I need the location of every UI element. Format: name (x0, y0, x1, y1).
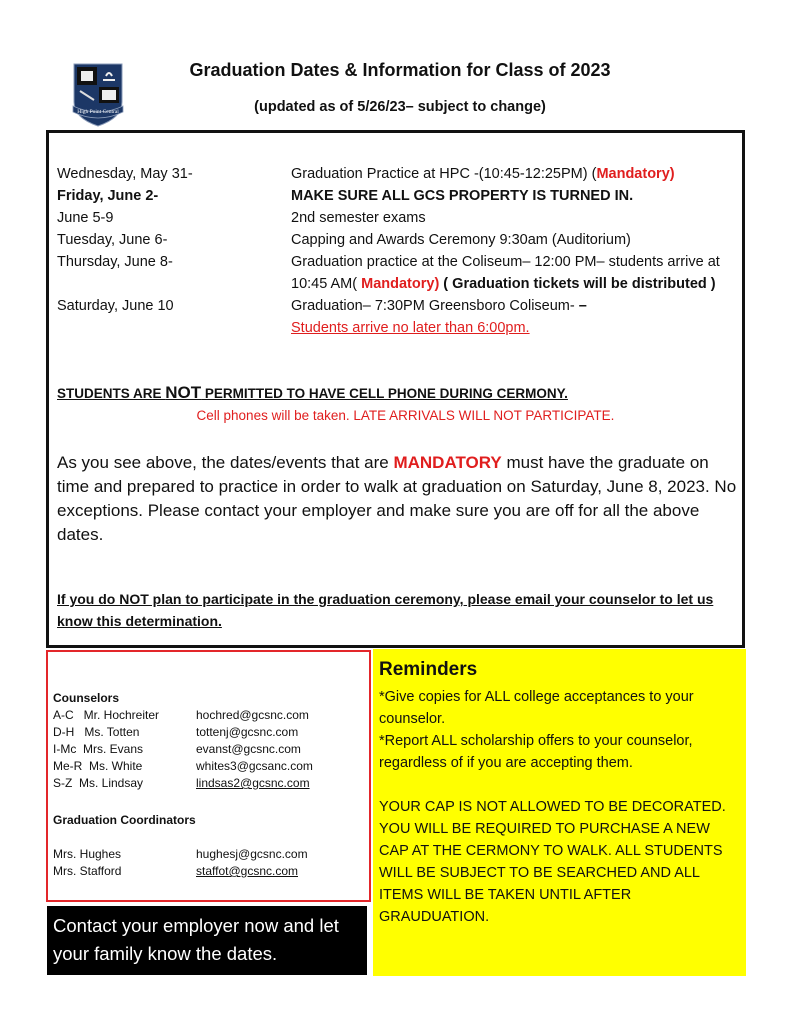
counselor-row: I-Mc Mrs. Evans evanst@gcsnc.com (53, 742, 301, 756)
school-crest-logo (70, 62, 126, 130)
late-arrival-warning: Cell phones will be taken. LATE ARRIVALS WILL NOT PARTICIPATE. (196, 408, 615, 423)
counselor-email[interactable]: tottenj@gcsnc.com (196, 725, 299, 739)
crest-icon (70, 62, 126, 130)
counselor-email[interactable]: hochred@gcsnc.com (196, 708, 309, 722)
reminders-list (379, 686, 741, 774)
counselor-row: A-C Mr. Hochreiter hochred@gcsnc.com (53, 708, 309, 722)
page-title: Graduation Dates & Information for Class of 2023 (189, 60, 611, 80)
mandatory-paragraph: As you see above, the dates/events that are MANDATORY must have the graduate on time and prepared to practice in order to walk at graduation on Saturday, June 8, 2023. No exceptions. Please contact your employer and make sure you are off for all the above dates. (57, 453, 737, 544)
counselor-row: S-Z Ms. Lindsay lindsas2@gcsnc.com (53, 776, 310, 790)
reminder-item: *Report ALL scholarship offers to your counselor, regardless of if you are accepting them. (379, 733, 693, 771)
counselor-email[interactable]: whites3@gcsanc.com (196, 759, 313, 773)
coordinator-email[interactable]: staffot@gcsnc.com (196, 864, 298, 878)
schedule-date: June 5-9 (57, 210, 114, 226)
mandatory-tag: Mandatory) (361, 276, 440, 292)
schedule-event: 2nd semester exams (291, 210, 426, 226)
counselor-row: D-H Ms. Totten tottenj@gcsnc.com (53, 725, 299, 739)
mandatory-tag: Mandatory) (596, 166, 675, 182)
counselor-email[interactable]: lindsas2@gcsnc.com (196, 776, 310, 790)
coordinators-heading: Graduation Coordinators (53, 813, 196, 827)
counselors-heading: Counselors (53, 691, 120, 705)
tickets-note: ( Graduation tickets will be distributed ) (439, 276, 716, 292)
page-subtitle: (updated as of 5/26/23– subject to change) (254, 99, 546, 115)
schedule-row (57, 185, 737, 207)
arrival-note: Students arrive no later than 6:00pm. (291, 320, 530, 336)
schedule-row (57, 295, 737, 339)
schedule-event: Graduation Practice at HPC -(10:45-12:25PM) (Mandatory) (291, 166, 675, 182)
schedule-box (46, 130, 745, 648)
counselors-section (53, 690, 313, 792)
coordinator-row: Mrs. Hughes hughesj@gcsnc.com (53, 847, 308, 861)
schedule-list (57, 163, 737, 339)
schedule-event: Graduation– 7:30PM Greensboro Coliseum- – Students arrive no later than 6:00pm. (291, 298, 587, 336)
opt-out-notice: If you do NOT plan to participate in the graduation ceremony, please email your counselor to let us know this determination. (57, 591, 714, 629)
schedule-event: Capping and Awards Ceremony 9:30am (Auditorium) (291, 232, 631, 248)
counselor-email[interactable]: evanst@gcsnc.com (196, 742, 301, 756)
schedule-row (57, 163, 737, 185)
schedule-event: Graduation practice at the Coliseum– 12:00 PM– students arrive at 10:45 AM( Mandatory) ( Graduation tickets will be distributed ) (291, 254, 720, 292)
employer-callout: Contact your employer now and let your family know the dates. (47, 906, 367, 975)
reminders-title: Reminders (379, 659, 478, 680)
schedule-date: Tuesday, June 6- (57, 232, 168, 248)
schedule-date: Saturday, June 10 (57, 298, 174, 314)
schedule-row (57, 251, 737, 295)
contacts-box (46, 650, 371, 902)
cell-phone-warning: STUDENTS ARE NOT PERMITTED TO HAVE CELL PHONE DURING CERMONY. (57, 383, 568, 402)
schedule-date: Thursday, June 8- (57, 254, 173, 270)
reminder-item: *Give copies for ALL college acceptances to your counselor. (379, 689, 694, 727)
schedule-date: Friday, June 2- (57, 188, 159, 204)
schedule-event: MAKE SURE ALL GCS PROPERTY IS TURNED IN. (291, 188, 634, 204)
coordinator-row: Mrs. Stafford staffot@gcsnc.com (53, 864, 298, 878)
coordinator-email[interactable]: hughesj@gcsnc.com (196, 847, 308, 861)
schedule-date: Wednesday, May 31- (57, 166, 193, 182)
cap-decoration-notice: YOUR CAP IS NOT ALLOWED TO BE DECORATED. YOU WILL BE REQUIRED TO PURCHASE A NEW CAP AT THE CERMONY TO WALK. ALL STUDENTS WILL BE SUBJECT TO BE SEARCHED AND ALL ITEMS WILL BE TAKEN UNTIL AFTER GRAUDUATION. (379, 799, 726, 925)
schedule-row (57, 207, 737, 229)
counselor-row: Me-R Ms. White whites3@gcsanc.com (53, 759, 313, 773)
coordinators-section (53, 812, 308, 880)
schedule-row (57, 229, 737, 251)
svg-text:High Point Central: High Point Central (77, 109, 119, 115)
reminders-box (373, 649, 746, 976)
mandatory-highlight: MANDATORY (393, 453, 502, 472)
